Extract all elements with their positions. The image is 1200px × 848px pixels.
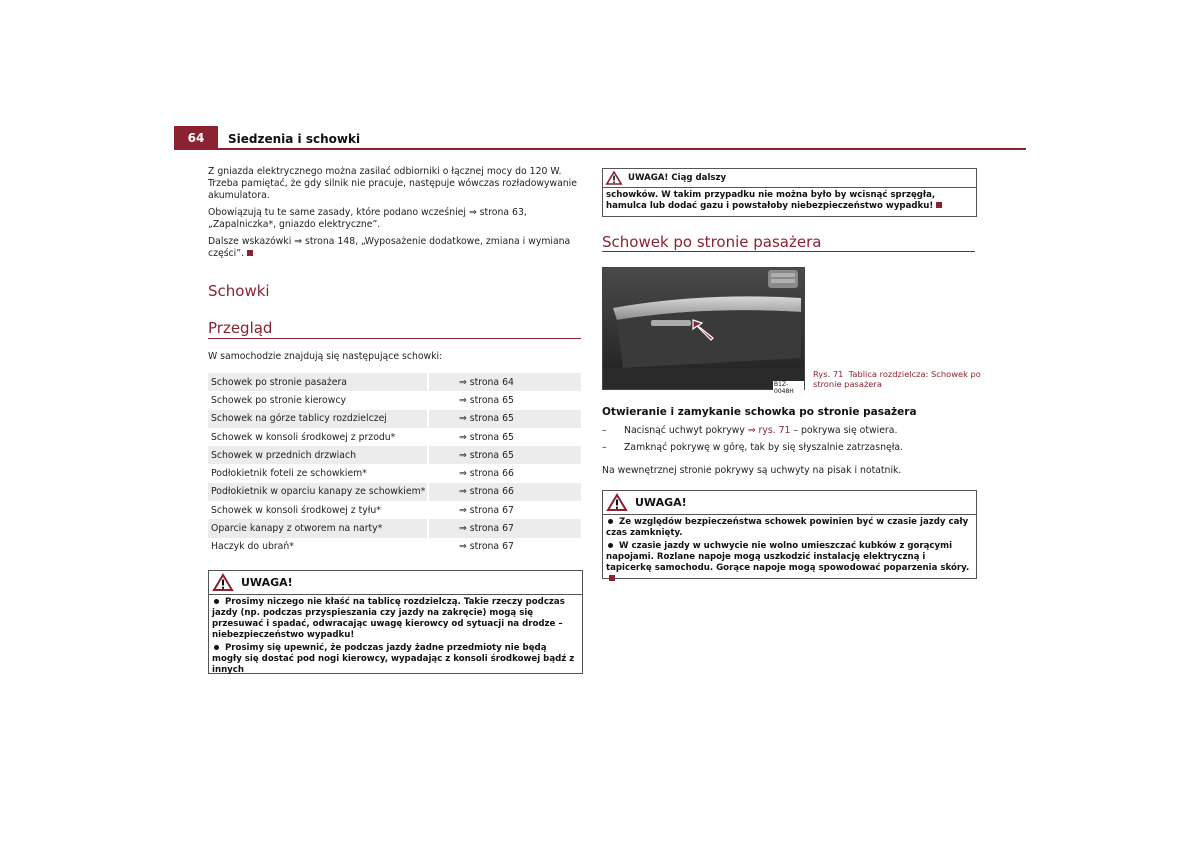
- subheading: Otwieranie i zamykanie schowka po stronie pasażera: [602, 406, 917, 418]
- bullet-icon: [608, 519, 613, 524]
- figure-label: Rys. 71: [813, 369, 844, 379]
- warning-box-left: [208, 570, 583, 674]
- storage-name: Schowek w konsoli środkowej z tyłu*: [208, 501, 428, 519]
- storage-name: Schowek po stronie kierowcy: [208, 391, 428, 409]
- warning-header: [603, 169, 976, 188]
- storage-name: Haczyk do ubrań*: [208, 538, 428, 556]
- end-marker: [936, 202, 942, 208]
- warning-box-continued: [602, 168, 977, 217]
- subsection-title-przeglad: Przegląd: [208, 319, 273, 337]
- warning-body: schowków. W takim przypadku nie można było by wcisnąć sprzęgła, hamulca lub dodać gazu i powstałoby niebezpieczeństwo wypadku!: [603, 188, 976, 215]
- bullet-icon: [214, 599, 219, 604]
- intro-paragraph: Z gniazda elektrycznego można zasilać odbiorniki o łącznej mocy do 120 W. Trzeba pamiętać, że gdy silnik nie pracuje, następuje wówczas rozładowywanie akumulatora.: [208, 166, 577, 201]
- step-item: – Zamknąć pokrywę w górę, tak by się słyszalnie zatrzasnęła.: [602, 442, 903, 453]
- warning-item: W czasie jazdy w uchwycie nie wolno umieszczać kubków z gorącymi napojami. Rozlane napoje mogą uszkodzić instalację elektryczną i tapicerkę samochodu. Gorące napoje mogą spowodować poparzenia skóry.: [606, 541, 973, 585]
- page-ref-link[interactable]: ⇒ strona 65: [428, 410, 581, 428]
- page-ref-link[interactable]: ⇒ strona 64: [428, 373, 581, 391]
- page-ref-link[interactable]: ⇒ strona 65: [428, 391, 581, 409]
- page-number: 64: [174, 126, 218, 150]
- end-marker: [609, 575, 615, 581]
- intro-paragraph: Obowiązują tu te same zasady, które podano wcześniej ⇒ strona 63, „Zapalniczka*, gniazdo elektryczne”.: [208, 207, 527, 230]
- page-ref-link[interactable]: ⇒ strona 67: [428, 519, 581, 537]
- page-ref-link[interactable]: ⇒ strona 65: [428, 428, 581, 446]
- storage-name: Schowek w przednich drzwiach: [208, 446, 428, 464]
- warning-icon: [606, 171, 622, 185]
- table-row: [208, 519, 581, 537]
- storage-table: [208, 373, 581, 556]
- page-ref-link[interactable]: ⇒ strona 66: [428, 483, 581, 501]
- intro-text: [208, 166, 581, 265]
- figure-caption: [813, 369, 983, 389]
- glovebox-figure: [602, 267, 805, 395]
- table-row: [208, 538, 581, 556]
- warning-header: [209, 571, 582, 595]
- warning-item: Prosimy niczego nie kłaść na tablicę rozdzielczą. Takie rzeczy podczas jazdy (np. podczas przyspieszania czy jazdy na zakręcie) mogą się przesuwać i spadać, odwracając uwagę kierowcy od sytuacji na drodze – niebezpieczeństwo wypadku!: [212, 597, 565, 640]
- table-row: [208, 373, 581, 391]
- bullet-icon: [608, 543, 613, 548]
- page-ref-link[interactable]: ⇒ strona 65: [428, 446, 581, 464]
- storage-name: Oparcie kanapy z otworem na narty*: [208, 519, 428, 537]
- chapter-title: Siedzenia i schowki: [228, 132, 361, 146]
- bullet-icon: [214, 645, 219, 650]
- table-row: [208, 464, 581, 482]
- header-rule: [174, 148, 1026, 150]
- warning-icon: [213, 574, 233, 591]
- storage-name: Schowek w konsoli środkowej z przodu*: [208, 428, 428, 446]
- glovebox-illustration: [603, 268, 804, 389]
- warning-box-right: [602, 490, 977, 579]
- table-row: [208, 391, 581, 409]
- page-ref-link[interactable]: ⇒ strona 66: [428, 464, 581, 482]
- page-ref-link[interactable]: ⇒ strona 67: [428, 538, 581, 556]
- section-title-schowki: Schowki: [208, 282, 270, 300]
- section-rule: [602, 251, 975, 252]
- table-row: [208, 483, 581, 501]
- warning-item: Ze względów bezpieczeństwa schowek powinien być w czasie jazdy cały czas zamknięty.: [606, 517, 969, 538]
- figure-ref-link[interactable]: ⇒ rys. 71: [747, 425, 791, 436]
- warning-item: Prosimy się upewnić, że podczas jazdy żadne przedmioty nie będą mogły się dostać pod nogi kierowcy, wypadając z konsoli środkowej bądź z innych: [212, 643, 575, 675]
- storage-name: Schowek na górze tablicy rozdzielczej: [208, 410, 428, 428]
- warning-title: UWAGA!: [635, 496, 687, 509]
- page-ref-link[interactable]: ⇒ strona 67: [428, 501, 581, 519]
- warning-body: [603, 515, 976, 590]
- warning-icon: [607, 494, 627, 511]
- warning-title: UWAGA!: [241, 576, 293, 589]
- subsection-rule: [208, 338, 581, 339]
- table-row: [208, 446, 581, 464]
- warning-title: UWAGA! Ciąg dalszy: [628, 173, 727, 183]
- table-row: [208, 410, 581, 428]
- warning-header: [603, 491, 976, 515]
- end-marker: [247, 250, 253, 256]
- intro-paragraph: Dalsze wskazówki ⇒ strona 148, „Wyposażenie dodatkowe, zmiana i wymiana części”.: [208, 236, 571, 259]
- storage-name: Podłokietnik w oparciu kanapy ze schowkiem*: [208, 483, 428, 501]
- table-row: [208, 501, 581, 519]
- table-row: [208, 428, 581, 446]
- storage-name: Schowek po stronie pasażera: [208, 373, 428, 391]
- storage-name: Podłokietnik foteli ze schowkiem*: [208, 464, 428, 482]
- warning-body: [209, 595, 582, 681]
- table-intro: W samochodzie znajdują się następujące schowki:: [208, 351, 443, 362]
- section-title-passenger-glovebox: Schowek po stronie pasażera: [602, 233, 822, 251]
- step-item: – Nacisnąć uchwyt pokrywy ⇒ rys. 71 – pokrywa się otwiera.: [602, 425, 898, 436]
- figure-code: B1Z-0048H: [773, 381, 804, 395]
- note-text: Na wewnętrznej stronie pokrywy są uchwyty na pisak i notatnik.: [602, 465, 902, 476]
- figure-caption-text: Tablica rozdzielcza: Schowek po stronie pasażera: [813, 369, 981, 389]
